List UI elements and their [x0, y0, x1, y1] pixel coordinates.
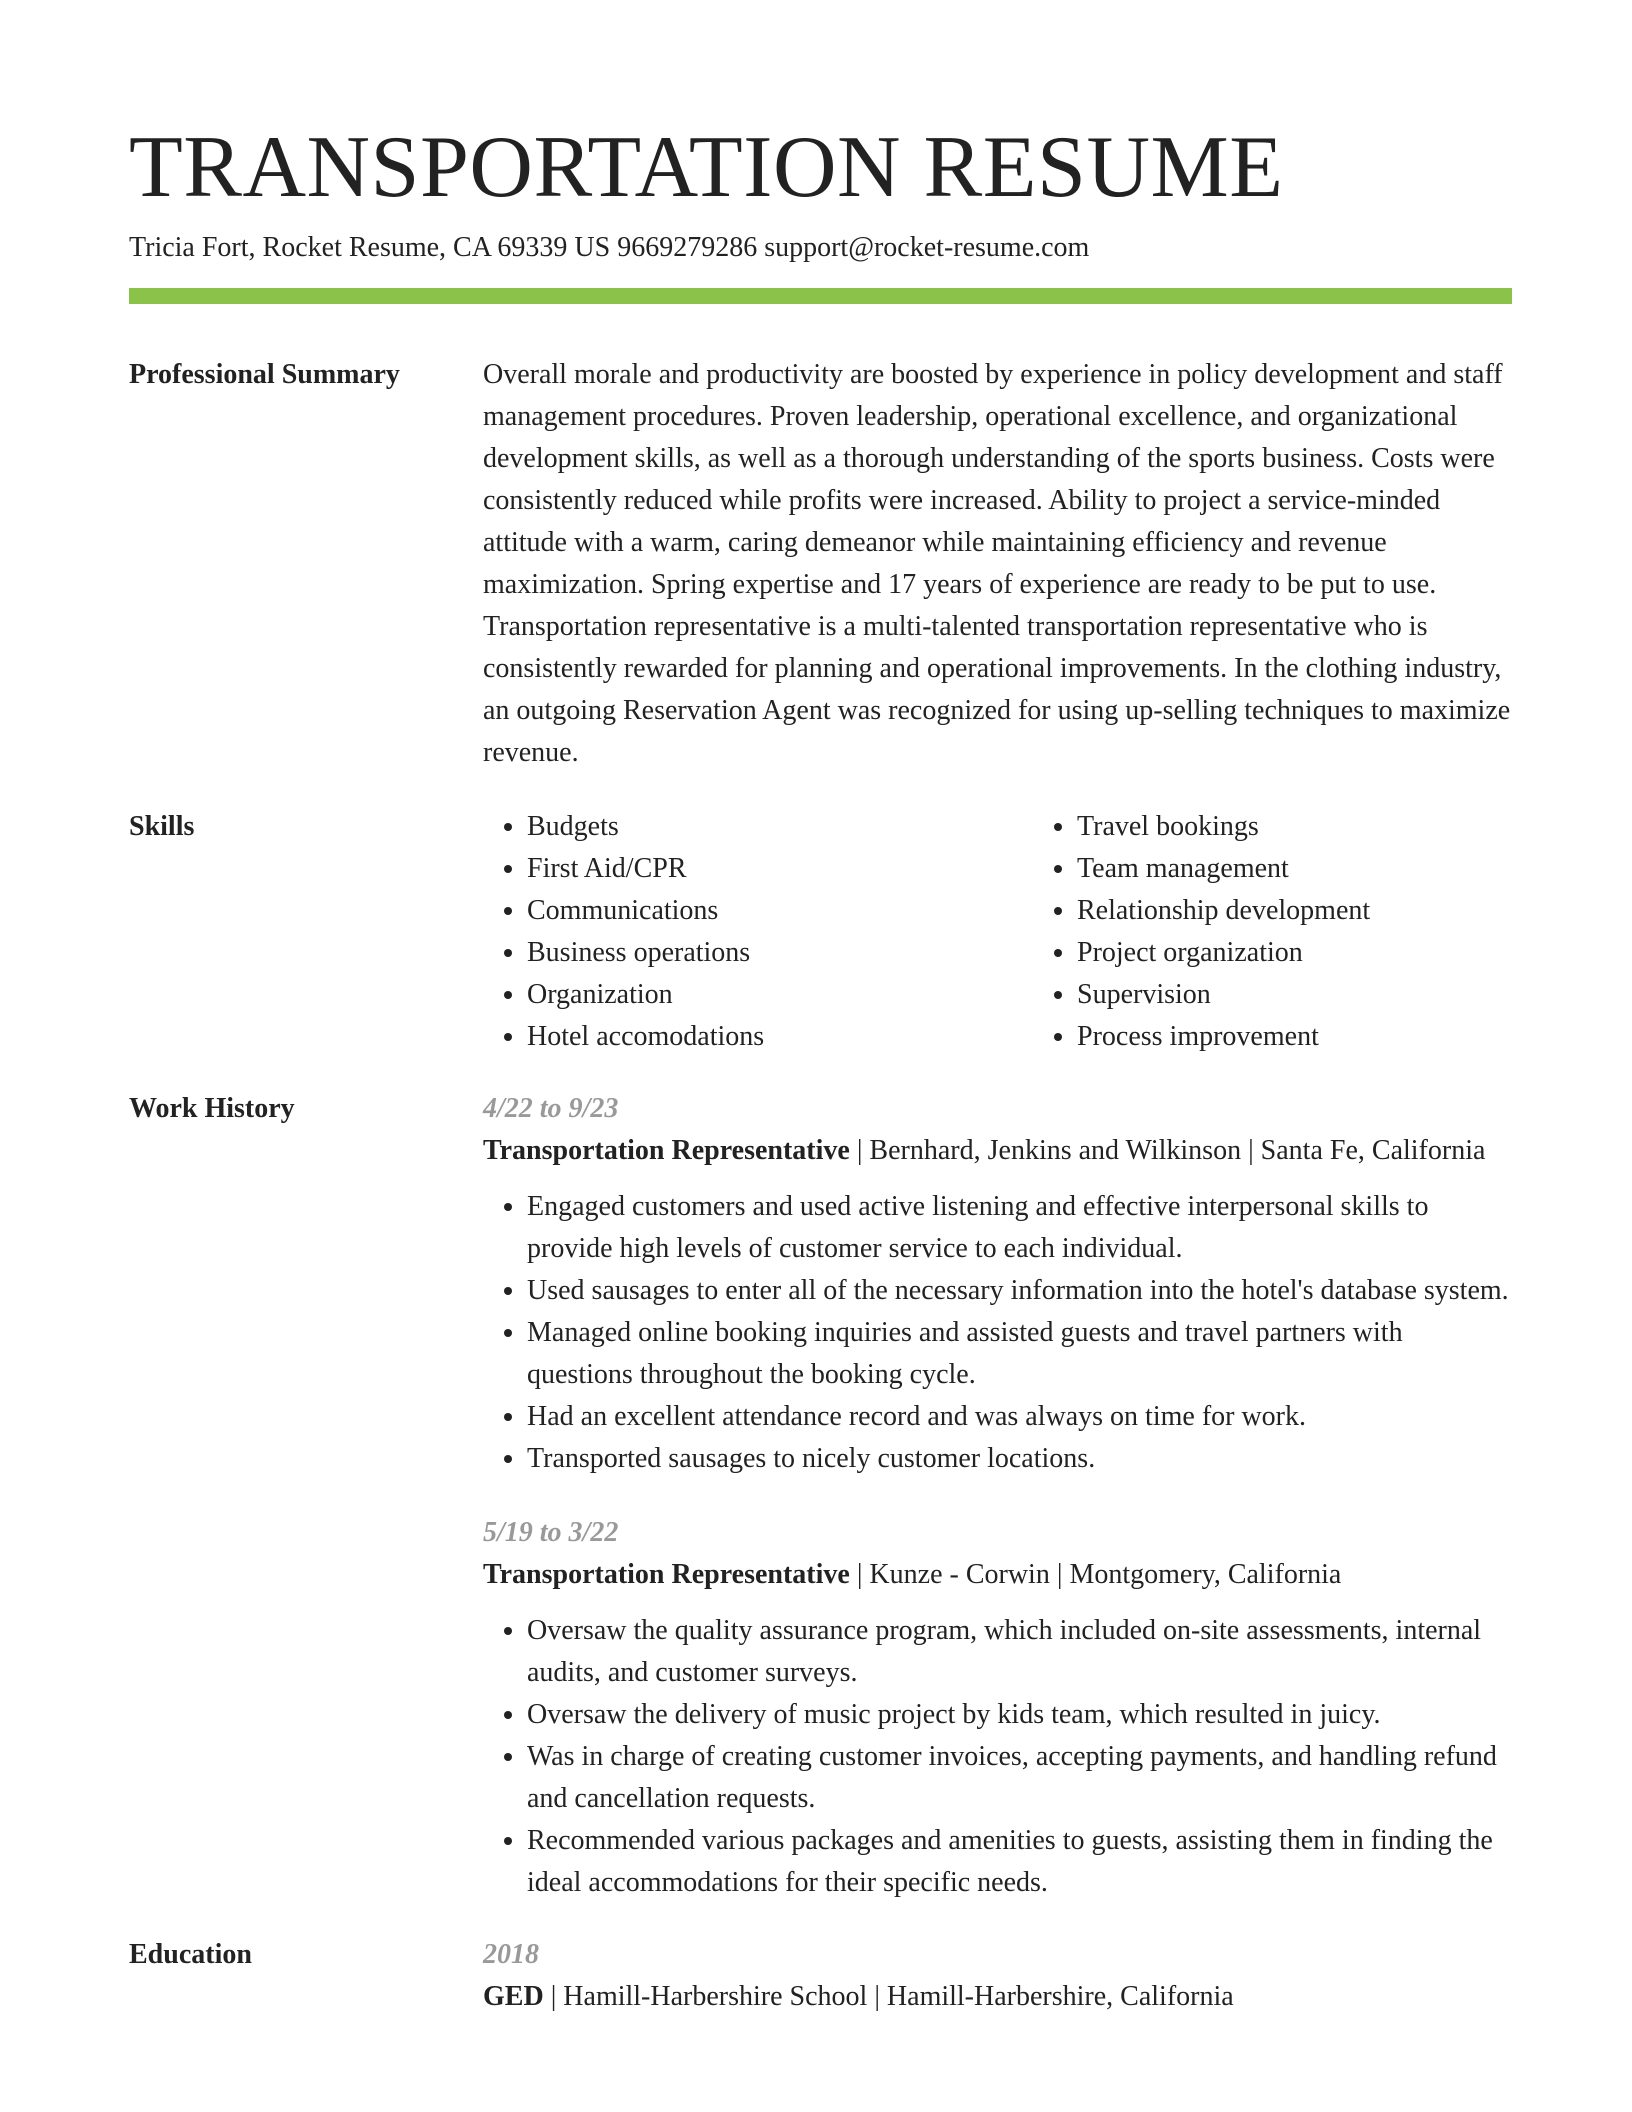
section-label-skills: Skills — [129, 811, 195, 842]
job-heading — [483, 1130, 1512, 1172]
skill-item: • Travel bookings — [1077, 806, 1583, 848]
skill-item: • First Aid/CPR — [527, 848, 1033, 890]
section-work-history — [129, 1088, 1512, 1904]
skills-list-right — [1033, 806, 1583, 1058]
skill-item: • Project organization — [1077, 932, 1583, 974]
education-details: | Hamill-Harbershire School | Hamill-Harbershire, California — [543, 1981, 1234, 2012]
job-bullets — [483, 1186, 1512, 1480]
section-label-education: Education — [129, 1939, 252, 1970]
skill-item: • Relationship development — [1077, 890, 1583, 932]
skill-item: • Supervision — [1077, 974, 1583, 1016]
job-entry — [483, 1088, 1512, 1480]
job-entry — [483, 1512, 1512, 1904]
job-details: | Bernhard, Jenkins and Wilkinson | Santa Fe, California — [849, 1135, 1486, 1166]
skills-grid — [483, 806, 1583, 1058]
section-education — [129, 1934, 1512, 2018]
job-dates: 5/19 to 3/22 — [483, 1517, 619, 1548]
work-body — [483, 1088, 1512, 1904]
job-details: | Kunze - Corwin | Montgomery, California — [849, 1559, 1342, 1590]
job-bullet: • Had an excellent attendance record and was always on time for work. — [527, 1396, 1512, 1438]
section-label-summary: Professional Summary — [129, 359, 400, 390]
accent-divider — [129, 288, 1512, 304]
summary-body — [483, 354, 1512, 774]
skill-item: • Communications — [527, 890, 1033, 932]
job-bullet: • Managed online booking inquiries and assisted guests and travel partners with questions throughout the booking cycle. — [527, 1312, 1512, 1396]
section-label-work: Work History — [129, 1093, 295, 1124]
job-heading — [483, 1554, 1512, 1596]
education-body — [483, 1934, 1512, 2018]
education-date: 2018 — [483, 1939, 539, 1970]
job-title: Transportation Representative — [483, 1135, 850, 1166]
job-bullets — [483, 1610, 1512, 1904]
skill-item: • Business operations — [527, 932, 1033, 974]
skill-item: • Budgets — [527, 806, 1033, 848]
job-bullet: • Oversaw the quality assurance program, which included on-site assessments, internal audits, and customer surveys. — [527, 1610, 1512, 1694]
job-dates: 4/22 to 9/23 — [483, 1093, 619, 1124]
education-heading — [483, 1976, 1512, 2018]
job-title: Transportation Representative — [483, 1559, 850, 1590]
skill-item: • Process improvement — [1077, 1016, 1583, 1058]
job-bullet: • Used sausages to enter all of the necessary information into the hotel's database system. — [527, 1270, 1512, 1312]
job-bullet: • Oversaw the delivery of music project by kids team, which resulted in juicy. — [527, 1694, 1512, 1736]
job-bullet: • Recommended various packages and amenities to guests, assisting them in finding the ideal accommodations for their specific needs. — [527, 1820, 1512, 1904]
skill-item: • Hotel accomodations — [527, 1016, 1033, 1058]
section-summary — [129, 354, 1512, 774]
education-degree: GED — [483, 1981, 544, 2012]
job-bullet: • Engaged customers and used active listening and effective interpersonal skills to provide high levels of customer service to each individual. — [527, 1186, 1512, 1270]
job-bullet: • Was in charge of creating customer invoices, accepting payments, and handling refund and cancellation requests. — [527, 1736, 1512, 1820]
resume-title: TRANSPORTATION RESUME — [129, 119, 1284, 216]
skill-item: • Organization — [527, 974, 1033, 1016]
skills-list-left — [483, 806, 1033, 1058]
contact-line: Tricia Fort, Rocket Resume, CA 69339 US 9669279286 support@rocket-resume.com — [129, 232, 1090, 263]
section-skills — [129, 806, 1512, 1058]
summary-text: Overall morale and productivity are boosted by experience in policy development and staff management procedures. Proven leadership, operational excellence, and organizational development skills, as well as a thorough understanding of the sports business. Costs were consistently reduced while profits were increased. Ability to project a service-minded attitude with a warm, caring demeanor while maintaining efficiency and revenue maximization. Spring expertise and 17 years of experience are ready to be put to use. Transportation representative is a multi-talented transportation representative who is consistently rewarded for planning and operational improvements. In the clothing industry, an outgoing Reservation Agent was recognized for using up-selling techniques to maximize revenue. — [483, 359, 1511, 768]
job-bullet: • Transported sausages to nicely customer locations. — [527, 1438, 1512, 1480]
skill-item: • Team management — [1077, 848, 1583, 890]
